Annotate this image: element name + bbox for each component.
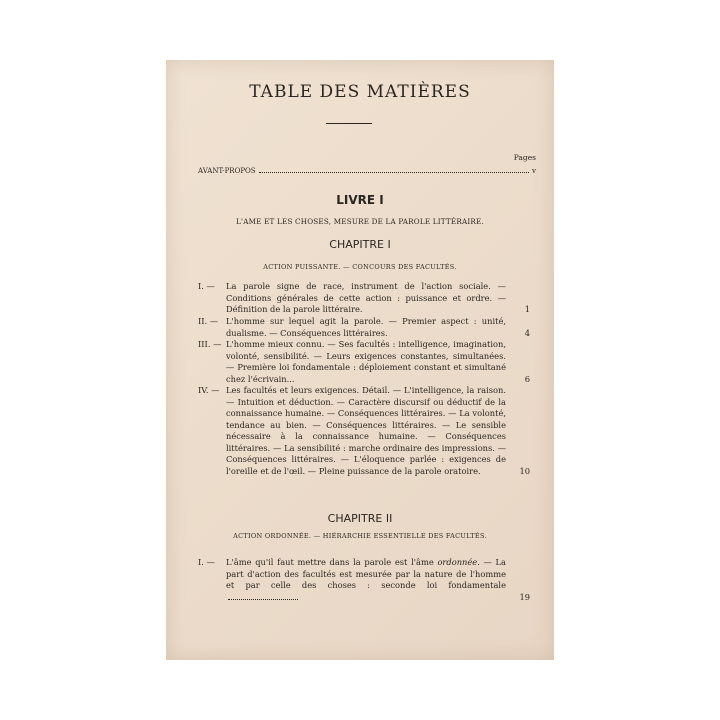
chapter-2-subtitle: ACTION ORDONNÉE. — HIÉRARCHIE ESSENTIELLE DES FACULTÉS. [233,532,487,540]
chapter-2-title: CHAPITRE II [327,512,393,525]
entry-text [226,557,506,603]
entry-text: L'homme sur lequel agit la parole. — Premier aspect : unité, dualisme. — Conséquences littéraires. [226,316,506,338]
entry-text: L'homme mieux connu. — Ses facultés : intelligence, imagination, volonté, sensibilité. — Leurs exigences constantes, simultanées. — Première loi fondamentale : déploiement constant et simultané chez l'écrivain... [226,339,506,384]
toc-entry [198,557,536,603]
book-page [166,60,554,660]
toc-entry [198,281,536,316]
entry-number: IV. — [198,385,220,395]
entry-number: I. — [198,281,215,291]
livre-title: LIVRE I [336,193,384,207]
page-title: TABLE DES MATIÈRES [249,82,471,102]
entry-page: 1 [524,304,530,314]
avant-propos-line [198,167,536,175]
chapter-1-title: CHAPITRE I [329,238,391,251]
pages-column-label: Pages [513,153,536,162]
entry-page: 19 [519,591,530,602]
entry-number: III. — [198,339,222,349]
toc-entry [198,385,536,477]
entry-text: La parole signe de race, instrument de l'action sociale. — Conditions générales de cette action : puissance et ordre. — Définition de la parole littéraire. [226,281,506,314]
chapter-1-subtitle: ACTION PUISSANTE. — CONCOURS DES FACULTÉS. [263,263,457,271]
title-rule [326,123,372,124]
entry-text-part: L'âme qu'il faut mettre dans la parole est l'âme [226,557,438,567]
entry-text-part: . — La part d'action des facultés est mesurée par la nature de l'homme et par celle des choses : seconde loi fondamentale [226,557,506,590]
entry-number: I. — [198,557,215,567]
entry-page: 4 [524,327,530,338]
livre-subtitle: L'AME ET LES CHOSES, MESURE DE LA PAROLE LITTÉRAIRE. [236,217,484,226]
entry-text-italic: ordonnée [437,557,478,567]
avant-propos-page: v [532,167,536,175]
toc-entry [198,339,536,385]
entry-number: II. — [198,316,219,326]
entry-page: 6 [524,373,530,384]
entry-text: Les facultés et leurs exigences. Détail. — L'intelligence, la raison. — Intuition et déduction. — Caractère discursif ou déductif de la connaissance humaine. — Conséquences littéraires. — La volonté, tendance au bien. — Conséquences littéraires. — Le sensible nécessaire à la connaissance humaine. — Conséquences littéraires. — La sensibilité : marche ordinaire des impressions. — Conséquences littéraires. — L'éloquence parlée : exigences de l'oreille et de l'œil. — Pleine puissance de la parole oratoire. [226,385,506,476]
entry-page: 10 [519,465,530,476]
avant-propos-label: AVANT-PROPOS [198,167,256,175]
dot-leader [259,172,529,173]
dot-leader [228,599,298,600]
toc-entry [198,316,536,339]
